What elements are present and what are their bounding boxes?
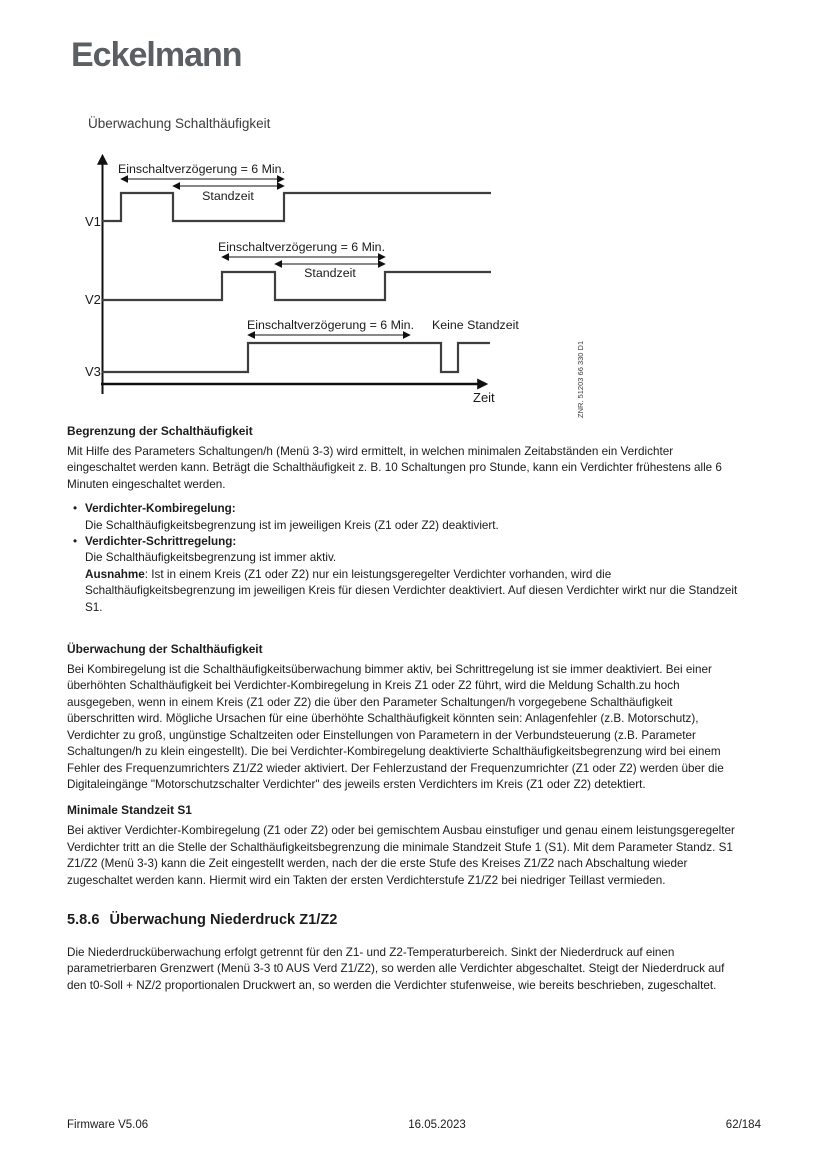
- drawing-number: ZNR. 51203 66 330 D1: [576, 340, 585, 418]
- standzeit-annotation: Standzeit: [202, 189, 254, 203]
- delay-annotation: Einschaltverzögerung = 6 Min.: [118, 162, 286, 176]
- exception-label: Ausnahme: [85, 567, 145, 581]
- paragraph-begrenzung: Mit Hilfe des Parameters Schaltungen/h (Menü 3-3) wird ermittelt, in welchen minimalen Zeitabständen ein Verdichter eingeschaltet werden kann. Beträgt die Schalthäufigkeit z. B. 10 Schaltungen pro Stunde, kann ein Verdichter frühestens alle 6 Minuten eingeschaltet werden.: [67, 445, 722, 491]
- signal-label: V2: [85, 292, 101, 307]
- delay-annotation: Einschaltverzögerung = 6 Min.: [218, 240, 386, 254]
- heading-begrenzung: Begrenzung der Schalthäufigkeit: [67, 424, 253, 438]
- waveform: [102, 343, 490, 372]
- eckelmann-logo: Eckelmann: [71, 36, 242, 74]
- list-item-label: Verdichter-Kombiregelung:: [85, 502, 236, 516]
- signal-label: V3: [85, 364, 101, 379]
- footer-firmware: Firmware V5.06: [67, 1119, 149, 1131]
- standzeit-annotation: Standzeit: [304, 266, 356, 280]
- body-content: [67, 424, 743, 1002]
- paragraph-ueberwachung: Bei Kombiregelung ist die Schalthäufigkeitsüberwachung bimmer aktiv, bei Schrittregelung ist sie immer deaktiviert. Bei einer überhöhten Schalthäufigkeit bei Verdichter-Kombiregelung in Kreis Z1 oder Z2 führt, wird die Meldung Schalth.zu hoch ausgegeben, wenn in einem Kreis (Z1 oder Z2) die über den Parameter Schaltungen/h vorgegebene Schalthäufigkeit überschritten wird. Mögliche Ursachen für eine überhöhte Schalthäufigkeit könnten sein: Anlagenfehler (z.B. Motorschutz), Verdichter zu groß, ungünstige Schaltzeiten oder Einstellungen von Parametern in der Verbundsteuerung (z.B. Parameter Schaltungen/h zu klein eingestellt). Die bei Verdichter-Kombiregelung deaktivierte Schalthäufigkeitsbegrenzung wird bei einem Fehler des Frequenzumrichters Z1/Z2 wieder aktiviert. Der Fehlerzustand der Frequenzumrichter (Z1 oder Z2) werden über die Digitaleingänge "Motorschutzschalter Verdichter" des jeweils ersten Verdichters im Kreis (Z1 oder Z2) detektiert.: [67, 663, 724, 791]
- list-item-text: Die Schalthäufigkeitsbegrenzung ist im jeweiligen Kreis (Z1 oder Z2) deaktiviert.: [85, 518, 499, 532]
- heading-standzeit: Minimale Standzeit S1: [67, 803, 192, 818]
- waveform: [102, 193, 491, 221]
- list-item: [85, 501, 743, 534]
- page-footer: [67, 1119, 761, 1131]
- list-item-text: Die Schalthäufigkeitsbegrenzung ist immer aktiv.: [85, 551, 337, 565]
- signal-label: V1: [85, 214, 101, 229]
- footer-date: 16.05.2023: [408, 1119, 466, 1131]
- regelung-list: [67, 501, 743, 616]
- timing-diagram: [80, 146, 600, 416]
- list-item-label: Verdichter-Schrittregelung:: [85, 535, 237, 549]
- section-number: 5.8.6: [67, 911, 100, 928]
- footer-page-number: 62/184: [725, 1119, 761, 1131]
- exception-text: : Ist in einem Kreis (Z1 oder Z2) nur ein leistungsgeregelter Verdichter vorhanden, wird die Schalthäufigkeitsbegrenzung im jeweiligen Kreis für diesen Verdichter deaktiviert. Auf diesen Verdichter wirkt nur die Standzeit S1.: [85, 567, 738, 614]
- waveform: [102, 272, 491, 300]
- section-heading-586: [67, 911, 743, 929]
- signal-v1: [85, 162, 491, 229]
- time-axis-label: Zeit: [473, 390, 495, 405]
- paragraph-niederdruck: Die Niederdrucküberwachung erfolgt getrennt für den Z1- und Z2-Temperaturbereich. Sinkt der Niederdruck auf einen parametrierbaren Grenzwert (Menü 3-3 t0 AUS Verd Z1/Z2), so werden alle Verdichter abgeschaltet. Steigt der Niederdruck auf den t0-Soll + NZ/2 proportionalen Druckwert an, so werden die Verdichter stufenweise, wie bereits beschrieben, zugeschaltet.: [67, 945, 725, 992]
- delay-annotation: Einschaltverzögerung = 6 Min.: [247, 318, 415, 332]
- section-title: Überwachung Niederdruck Z1/Z2: [109, 911, 338, 928]
- signal-v3: [85, 318, 519, 379]
- figure-title: Überwachung Schalthäufigkeit: [88, 116, 271, 131]
- no-standzeit-annotation: Keine Standzeit: [432, 318, 519, 332]
- list-item: [85, 534, 743, 616]
- heading-ueberwachung: Überwachung der Schalthäufigkeit: [67, 642, 263, 657]
- paragraph-standzeit: Bei aktiver Verdichter-Kombiregelung (Z1 oder Z2) oder bei gemischtem Ausbau einstufiger und genau einem leistungsgeregelter Verdichter tritt an die Stelle der Schalthäufigkeitsbegrenzung die minimale Standzeit Stufe 1 (S1). Mit dem Parameter Standz. S1 Z1/Z2 (Menü 3-3) kann die Zeit eingestellt werden, nach der die erste Stufe des Kreises Z1/Z2 nach Abschaltung wieder zugeschaltet werden kann. Hiermit wird ein Takten der ersten Verdichterstufe Z1/Z2 bei niedriger Teillast vermieden.: [67, 824, 735, 887]
- signal-v2: [85, 240, 491, 307]
